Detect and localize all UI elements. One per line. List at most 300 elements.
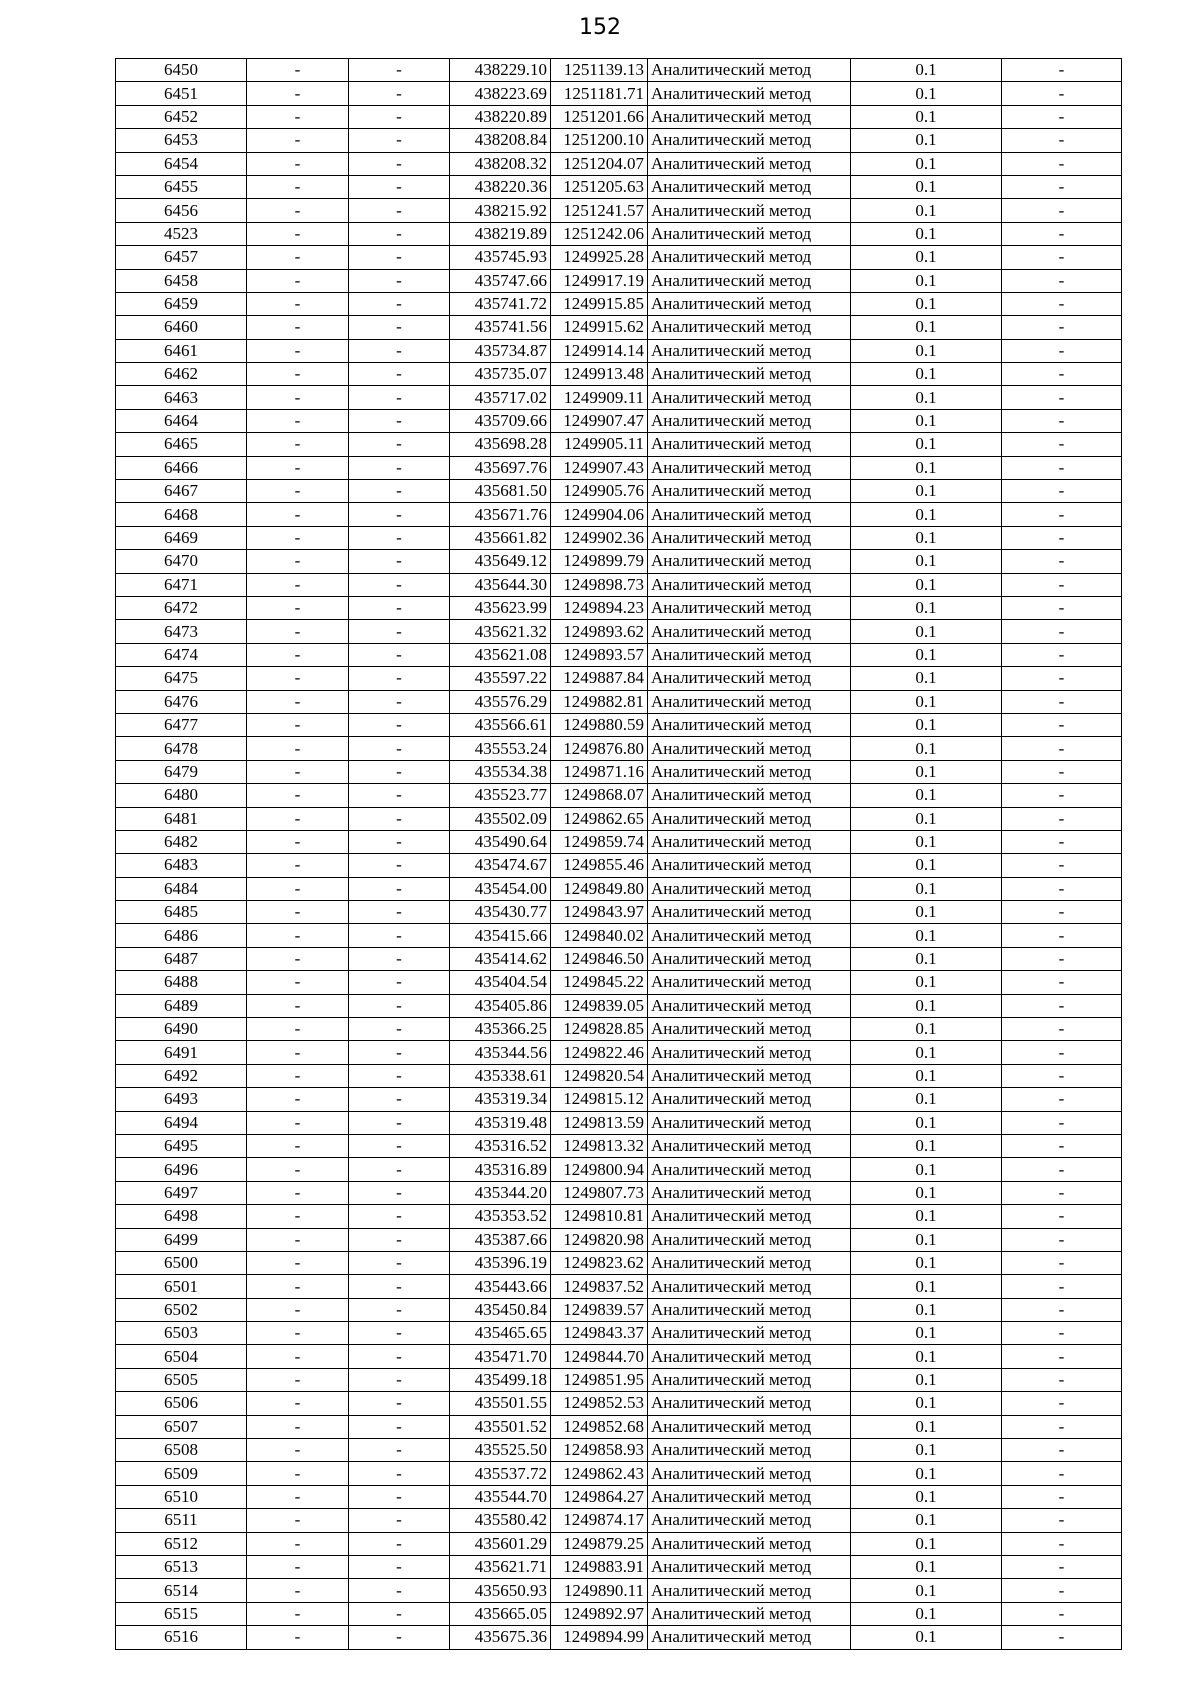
dash-cell-b: -: [349, 1205, 450, 1228]
dash-cell-b: -: [349, 1439, 450, 1462]
dash-cell-a: -: [247, 877, 349, 900]
point-number-cell: 6456: [116, 199, 247, 222]
note-cell: -: [1002, 199, 1122, 222]
table-row: [116, 1205, 1122, 1228]
x-coordinate-cell: 435698.28: [450, 433, 551, 456]
note-cell: -: [1002, 409, 1122, 432]
table-row: [116, 1298, 1122, 1321]
dash-cell-a: -: [247, 690, 349, 713]
dash-cell-a: -: [247, 1041, 349, 1064]
method-cell: Аналитический метод: [648, 1018, 851, 1041]
table-row: [116, 433, 1122, 456]
point-number-cell: 6461: [116, 339, 247, 362]
point-number-cell: 6473: [116, 620, 247, 643]
note-cell: -: [1002, 784, 1122, 807]
dash-cell-a: -: [247, 129, 349, 152]
method-cell: Аналитический метод: [648, 1602, 851, 1625]
dash-cell-b: -: [349, 1111, 450, 1134]
point-number-cell: 6458: [116, 269, 247, 292]
dash-cell-a: -: [247, 456, 349, 479]
y-coordinate-cell: 1249839.05: [551, 994, 648, 1017]
note-cell: -: [1002, 573, 1122, 596]
method-cell: Аналитический метод: [648, 713, 851, 736]
point-number-cell: 6516: [116, 1626, 247, 1649]
y-coordinate-cell: 1249815.12: [551, 1088, 648, 1111]
method-cell: Аналитический метод: [648, 1251, 851, 1274]
point-number-cell: 6498: [116, 1205, 247, 1228]
table-row: [116, 1228, 1122, 1251]
dash-cell-a: -: [247, 1322, 349, 1345]
y-coordinate-cell: 1249871.16: [551, 760, 648, 783]
accuracy-cell: 0.1: [851, 1462, 1002, 1485]
point-number-cell: 6480: [116, 784, 247, 807]
method-cell: Аналитический метод: [648, 550, 851, 573]
dash-cell-a: -: [247, 1181, 349, 1204]
table-row: [116, 830, 1122, 853]
accuracy-cell: 0.1: [851, 947, 1002, 970]
note-cell: -: [1002, 129, 1122, 152]
accuracy-cell: 0.1: [851, 1251, 1002, 1274]
accuracy-cell: 0.1: [851, 1602, 1002, 1625]
x-coordinate-cell: 435319.34: [450, 1088, 551, 1111]
note-cell: -: [1002, 877, 1122, 900]
accuracy-cell: 0.1: [851, 1439, 1002, 1462]
method-cell: Аналитический метод: [648, 1205, 851, 1228]
y-coordinate-cell: 1249813.59: [551, 1111, 648, 1134]
method-cell: Аналитический метод: [648, 1158, 851, 1181]
x-coordinate-cell: 435344.56: [450, 1041, 551, 1064]
x-coordinate-cell: 435338.61: [450, 1064, 551, 1087]
table-row: [116, 1626, 1122, 1649]
note-cell: -: [1002, 456, 1122, 479]
y-coordinate-cell: 1249851.95: [551, 1368, 648, 1391]
dash-cell-a: -: [247, 1602, 349, 1625]
dash-cell-b: -: [349, 667, 450, 690]
x-coordinate-cell: 435566.61: [450, 713, 551, 736]
dash-cell-a: -: [247, 1415, 349, 1438]
y-coordinate-cell: 1249862.43: [551, 1462, 648, 1485]
accuracy-cell: 0.1: [851, 784, 1002, 807]
point-number-cell: 4523: [116, 222, 247, 245]
accuracy-cell: 0.1: [851, 480, 1002, 503]
point-number-cell: 6476: [116, 690, 247, 713]
dash-cell-a: -: [247, 947, 349, 970]
point-number-cell: 6454: [116, 152, 247, 175]
table-row: [116, 480, 1122, 503]
note-cell: -: [1002, 1439, 1122, 1462]
dash-cell-b: -: [349, 1626, 450, 1649]
x-coordinate-cell: 435735.07: [450, 363, 551, 386]
dash-cell-b: -: [349, 1251, 450, 1274]
y-coordinate-cell: 1251241.57: [551, 199, 648, 222]
x-coordinate-cell: 435671.76: [450, 503, 551, 526]
point-number-cell: 6502: [116, 1298, 247, 1321]
method-cell: Аналитический метод: [648, 1485, 851, 1508]
table-row: [116, 409, 1122, 432]
method-cell: Аналитический метод: [648, 620, 851, 643]
table-row: [116, 59, 1122, 82]
note-cell: -: [1002, 269, 1122, 292]
method-cell: Аналитический метод: [648, 690, 851, 713]
accuracy-cell: 0.1: [851, 1111, 1002, 1134]
x-coordinate-cell: 435644.30: [450, 573, 551, 596]
point-number-cell: 6462: [116, 363, 247, 386]
x-coordinate-cell: 435709.66: [450, 409, 551, 432]
point-number-cell: 6479: [116, 760, 247, 783]
dash-cell-a: -: [247, 503, 349, 526]
table-row: [116, 550, 1122, 573]
dash-cell-b: -: [349, 1556, 450, 1579]
method-cell: Аналитический метод: [648, 1298, 851, 1321]
method-cell: Аналитический метод: [648, 526, 851, 549]
x-coordinate-cell: 435747.66: [450, 269, 551, 292]
method-cell: Аналитический метод: [648, 1462, 851, 1485]
y-coordinate-cell: 1251205.63: [551, 175, 648, 198]
note-cell: -: [1002, 971, 1122, 994]
accuracy-cell: 0.1: [851, 1579, 1002, 1602]
dash-cell-b: -: [349, 573, 450, 596]
dash-cell-b: -: [349, 129, 450, 152]
note-cell: -: [1002, 643, 1122, 666]
accuracy-cell: 0.1: [851, 199, 1002, 222]
dash-cell-a: -: [247, 994, 349, 1017]
dash-cell-a: -: [247, 643, 349, 666]
method-cell: Аналитический метод: [648, 316, 851, 339]
method-cell: Аналитический метод: [648, 1556, 851, 1579]
point-number-cell: 6472: [116, 596, 247, 619]
y-coordinate-cell: 1249820.54: [551, 1064, 648, 1087]
dash-cell-b: -: [349, 409, 450, 432]
note-cell: -: [1002, 222, 1122, 245]
y-coordinate-cell: 1249899.79: [551, 550, 648, 573]
dash-cell-a: -: [247, 1018, 349, 1041]
dash-cell-a: -: [247, 1556, 349, 1579]
dash-cell-b: -: [349, 246, 450, 269]
dash-cell-b: -: [349, 1532, 450, 1555]
method-cell: Аналитический метод: [648, 1532, 851, 1555]
note-cell: -: [1002, 1205, 1122, 1228]
accuracy-cell: 0.1: [851, 1415, 1002, 1438]
point-number-cell: 6483: [116, 854, 247, 877]
dash-cell-a: -: [247, 1088, 349, 1111]
method-cell: Аналитический метод: [648, 1228, 851, 1251]
y-coordinate-cell: 1251201.66: [551, 105, 648, 128]
accuracy-cell: 0.1: [851, 1205, 1002, 1228]
dash-cell-b: -: [349, 1485, 450, 1508]
note-cell: -: [1002, 1228, 1122, 1251]
dash-cell-a: -: [247, 269, 349, 292]
note-cell: -: [1002, 807, 1122, 830]
note-cell: -: [1002, 947, 1122, 970]
point-number-cell: 6492: [116, 1064, 247, 1087]
method-cell: Аналитический метод: [648, 643, 851, 666]
table-row: [116, 1275, 1122, 1298]
note-cell: -: [1002, 1532, 1122, 1555]
table-row: [116, 620, 1122, 643]
y-coordinate-cell: 1249905.76: [551, 480, 648, 503]
x-coordinate-cell: 435353.52: [450, 1205, 551, 1228]
accuracy-cell: 0.1: [851, 105, 1002, 128]
table-row: [116, 1415, 1122, 1438]
dash-cell-b: -: [349, 1579, 450, 1602]
dash-cell-b: -: [349, 1134, 450, 1157]
dash-cell-a: -: [247, 1251, 349, 1274]
y-coordinate-cell: 1249813.32: [551, 1134, 648, 1157]
table-row: [116, 1556, 1122, 1579]
dash-cell-b: -: [349, 1298, 450, 1321]
dash-cell-b: -: [349, 1462, 450, 1485]
x-coordinate-cell: 438229.10: [450, 59, 551, 82]
table-row: [116, 643, 1122, 666]
accuracy-cell: 0.1: [851, 1041, 1002, 1064]
point-number-cell: 6477: [116, 713, 247, 736]
point-number-cell: 6482: [116, 830, 247, 853]
method-cell: Аналитический метод: [648, 1415, 851, 1438]
x-coordinate-cell: 435621.08: [450, 643, 551, 666]
x-coordinate-cell: 435525.50: [450, 1439, 551, 1462]
accuracy-cell: 0.1: [851, 737, 1002, 760]
table-row: [116, 105, 1122, 128]
y-coordinate-cell: 1249913.48: [551, 363, 648, 386]
x-coordinate-cell: 435734.87: [450, 339, 551, 362]
y-coordinate-cell: 1249915.85: [551, 292, 648, 315]
dash-cell-b: -: [349, 994, 450, 1017]
table-row: [116, 1439, 1122, 1462]
table-row: [116, 971, 1122, 994]
y-coordinate-cell: 1249893.62: [551, 620, 648, 643]
dash-cell-b: -: [349, 269, 450, 292]
y-coordinate-cell: 1249892.97: [551, 1602, 648, 1625]
x-coordinate-cell: 435319.48: [450, 1111, 551, 1134]
y-coordinate-cell: 1249893.57: [551, 643, 648, 666]
dash-cell-a: -: [247, 1158, 349, 1181]
method-cell: Аналитический метод: [648, 152, 851, 175]
point-number-cell: 6475: [116, 667, 247, 690]
y-coordinate-cell: 1249898.73: [551, 573, 648, 596]
y-coordinate-cell: 1249864.27: [551, 1485, 648, 1508]
dash-cell-b: -: [349, 737, 450, 760]
dash-cell-b: -: [349, 456, 450, 479]
method-cell: Аналитический метод: [648, 1392, 851, 1415]
table-row: [116, 1532, 1122, 1555]
accuracy-cell: 0.1: [851, 152, 1002, 175]
note-cell: -: [1002, 994, 1122, 1017]
table-row: [116, 1392, 1122, 1415]
method-cell: Аналитический метод: [648, 503, 851, 526]
accuracy-cell: 0.1: [851, 1064, 1002, 1087]
dash-cell-a: -: [247, 59, 349, 82]
x-coordinate-cell: 435697.76: [450, 456, 551, 479]
method-cell: Аналитический метод: [648, 1579, 851, 1602]
method-cell: Аналитический метод: [648, 596, 851, 619]
accuracy-cell: 0.1: [851, 620, 1002, 643]
x-coordinate-cell: 438220.89: [450, 105, 551, 128]
point-number-cell: 6453: [116, 129, 247, 152]
dash-cell-a: -: [247, 386, 349, 409]
method-cell: Аналитический метод: [648, 971, 851, 994]
table-row: [116, 152, 1122, 175]
y-coordinate-cell: 1249852.53: [551, 1392, 648, 1415]
point-number-cell: 6471: [116, 573, 247, 596]
x-coordinate-cell: 435450.84: [450, 1298, 551, 1321]
dash-cell-a: -: [247, 1579, 349, 1602]
accuracy-cell: 0.1: [851, 573, 1002, 596]
dash-cell-b: -: [349, 1345, 450, 1368]
note-cell: -: [1002, 596, 1122, 619]
table-row: [116, 1509, 1122, 1532]
point-number-cell: 6469: [116, 526, 247, 549]
dash-cell-a: -: [247, 596, 349, 619]
table-row: [116, 1134, 1122, 1157]
accuracy-cell: 0.1: [851, 1626, 1002, 1649]
accuracy-cell: 0.1: [851, 246, 1002, 269]
point-number-cell: 6450: [116, 59, 247, 82]
note-cell: -: [1002, 1018, 1122, 1041]
y-coordinate-cell: 1249820.98: [551, 1228, 648, 1251]
table-row: [116, 1018, 1122, 1041]
accuracy-cell: 0.1: [851, 363, 1002, 386]
dash-cell-b: -: [349, 924, 450, 947]
dash-cell-a: -: [247, 1275, 349, 1298]
note-cell: -: [1002, 1275, 1122, 1298]
dash-cell-b: -: [349, 1602, 450, 1625]
method-cell: Аналитический метод: [648, 854, 851, 877]
accuracy-cell: 0.1: [851, 1532, 1002, 1555]
y-coordinate-cell: 1249844.70: [551, 1345, 648, 1368]
method-cell: Аналитический метод: [648, 105, 851, 128]
dash-cell-a: -: [247, 667, 349, 690]
dash-cell-b: -: [349, 854, 450, 877]
dash-cell-b: -: [349, 784, 450, 807]
accuracy-cell: 0.1: [851, 971, 1002, 994]
table-row: [116, 269, 1122, 292]
dash-cell-a: -: [247, 713, 349, 736]
y-coordinate-cell: 1249883.91: [551, 1556, 648, 1579]
y-coordinate-cell: 1249823.62: [551, 1251, 648, 1274]
note-cell: -: [1002, 1626, 1122, 1649]
point-number-cell: 6455: [116, 175, 247, 198]
dash-cell-a: -: [247, 1298, 349, 1321]
method-cell: Аналитический метод: [648, 269, 851, 292]
accuracy-cell: 0.1: [851, 1368, 1002, 1391]
dash-cell-b: -: [349, 316, 450, 339]
note-cell: -: [1002, 854, 1122, 877]
method-cell: Аналитический метод: [648, 246, 851, 269]
dash-cell-b: -: [349, 1368, 450, 1391]
dash-cell-b: -: [349, 1392, 450, 1415]
method-cell: Аналитический метод: [648, 1368, 851, 1391]
dash-cell-a: -: [247, 1439, 349, 1462]
dash-cell-a: -: [247, 409, 349, 432]
dash-cell-a: -: [247, 1626, 349, 1649]
y-coordinate-cell: 1251242.06: [551, 222, 648, 245]
x-coordinate-cell: 435499.18: [450, 1368, 551, 1391]
table-row: [116, 1111, 1122, 1134]
table-row: [116, 901, 1122, 924]
table-row: [116, 339, 1122, 362]
table-row: [116, 1602, 1122, 1625]
method-cell: Аналитический метод: [648, 737, 851, 760]
point-number-cell: 6468: [116, 503, 247, 526]
dash-cell-b: -: [349, 620, 450, 643]
point-number-cell: 6466: [116, 456, 247, 479]
dash-cell-b: -: [349, 971, 450, 994]
point-number-cell: 6503: [116, 1322, 247, 1345]
dash-cell-b: -: [349, 830, 450, 853]
dash-cell-a: -: [247, 1485, 349, 1508]
method-cell: Аналитический метод: [648, 1088, 851, 1111]
dash-cell-a: -: [247, 433, 349, 456]
x-coordinate-cell: 438215.92: [450, 199, 551, 222]
table-row: [116, 854, 1122, 877]
dash-cell-b: -: [349, 1181, 450, 1204]
table-row: [116, 760, 1122, 783]
x-coordinate-cell: 435501.55: [450, 1392, 551, 1415]
dash-cell-b: -: [349, 292, 450, 315]
accuracy-cell: 0.1: [851, 1228, 1002, 1251]
accuracy-cell: 0.1: [851, 129, 1002, 152]
dash-cell-b: -: [349, 1415, 450, 1438]
y-coordinate-cell: 1249846.50: [551, 947, 648, 970]
y-coordinate-cell: 1249915.62: [551, 316, 648, 339]
method-cell: Аналитический метод: [648, 1439, 851, 1462]
point-number-cell: 6481: [116, 807, 247, 830]
note-cell: -: [1002, 175, 1122, 198]
note-cell: -: [1002, 1158, 1122, 1181]
y-coordinate-cell: 1249917.19: [551, 269, 648, 292]
note-cell: -: [1002, 1415, 1122, 1438]
accuracy-cell: 0.1: [851, 1485, 1002, 1508]
note-cell: -: [1002, 1064, 1122, 1087]
x-coordinate-cell: 438220.36: [450, 175, 551, 198]
note-cell: -: [1002, 830, 1122, 853]
dash-cell-a: -: [247, 363, 349, 386]
dash-cell-a: -: [247, 830, 349, 853]
y-coordinate-cell: 1249902.36: [551, 526, 648, 549]
dash-cell-a: -: [247, 573, 349, 596]
accuracy-cell: 0.1: [851, 596, 1002, 619]
dash-cell-a: -: [247, 1368, 349, 1391]
method-cell: Аналитический метод: [648, 830, 851, 853]
x-coordinate-cell: 435396.19: [450, 1251, 551, 1274]
method-cell: Аналитический метод: [648, 386, 851, 409]
table-row: [116, 690, 1122, 713]
table-row: [116, 1322, 1122, 1345]
accuracy-cell: 0.1: [851, 316, 1002, 339]
accuracy-cell: 0.1: [851, 503, 1002, 526]
accuracy-cell: 0.1: [851, 1509, 1002, 1532]
note-cell: -: [1002, 1181, 1122, 1204]
note-cell: -: [1002, 760, 1122, 783]
y-coordinate-cell: 1251139.13: [551, 59, 648, 82]
table-row: [116, 596, 1122, 619]
y-coordinate-cell: 1249894.23: [551, 596, 648, 619]
x-coordinate-cell: 435465.65: [450, 1322, 551, 1345]
note-cell: -: [1002, 1134, 1122, 1157]
dash-cell-a: -: [247, 1064, 349, 1087]
accuracy-cell: 0.1: [851, 854, 1002, 877]
method-cell: Аналитический метод: [648, 784, 851, 807]
y-coordinate-cell: 1249890.11: [551, 1579, 648, 1602]
x-coordinate-cell: 435523.77: [450, 784, 551, 807]
note-cell: -: [1002, 1556, 1122, 1579]
accuracy-cell: 0.1: [851, 643, 1002, 666]
x-coordinate-cell: 435501.52: [450, 1415, 551, 1438]
point-number-cell: 6467: [116, 480, 247, 503]
method-cell: Аналитический метод: [648, 1111, 851, 1134]
method-cell: Аналитический метод: [648, 82, 851, 105]
dash-cell-a: -: [247, 971, 349, 994]
